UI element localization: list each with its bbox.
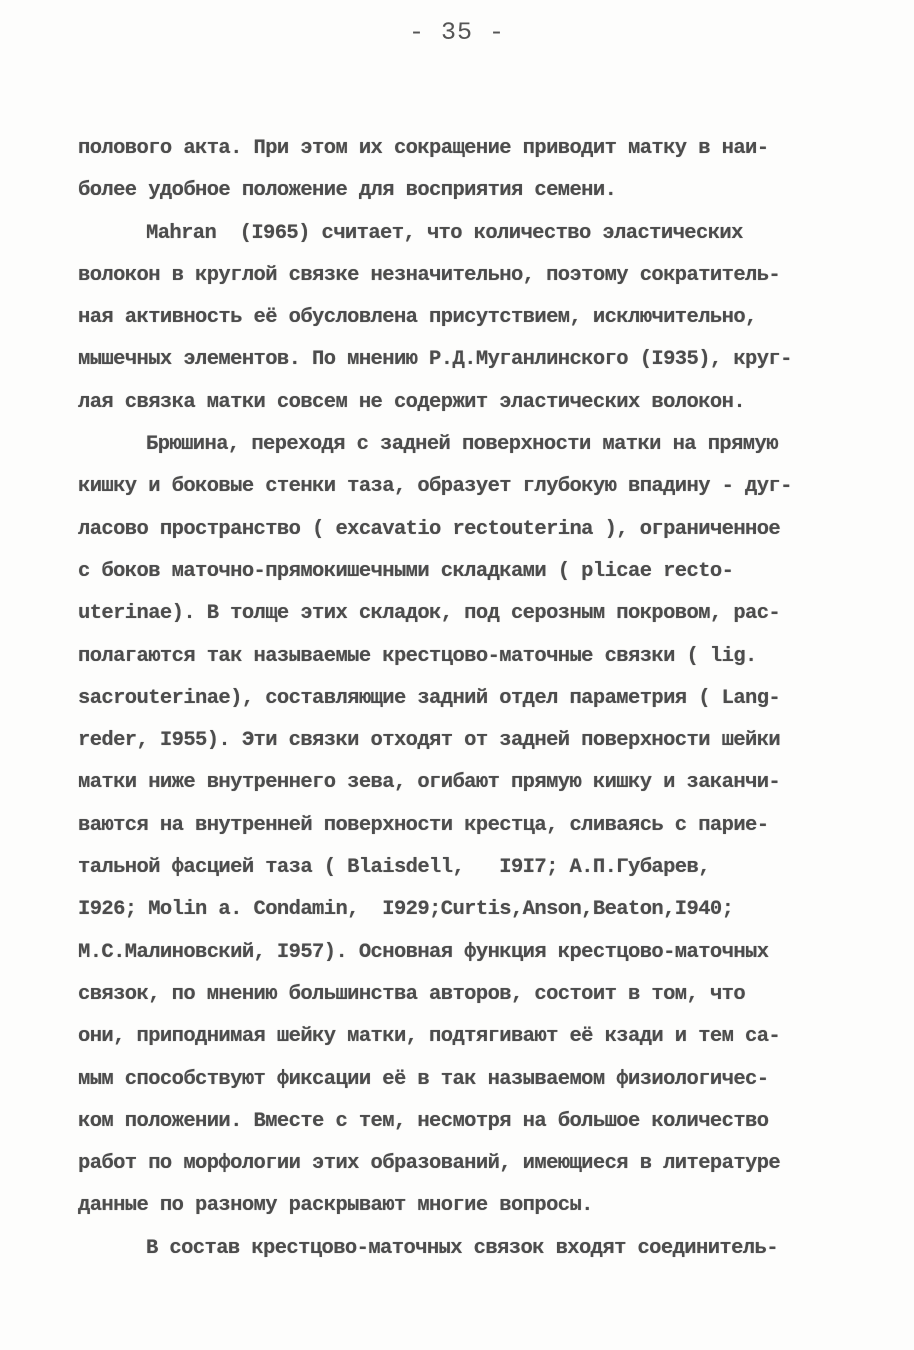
text-line-19: I926; Molin a. Condamin, I929;Curtis,Anson,Beaton,I940; (78, 898, 734, 922)
text-line-24: ком положении. Вместе с тем, несмотря на большое количество (78, 1109, 769, 1133)
text-line-10: ласово пространство ( excavatio rectouterina ), ограниченное (78, 517, 781, 541)
text-line-11: с боков маточно-прямокишечными складками ( plicae recto- (78, 559, 734, 583)
page-number: - 35 - (408, 18, 505, 47)
text-line-18: тальной фасцией таза ( Blaisdell, I9I7; А.П.Губарев, (78, 856, 710, 880)
text-line-20: М.С.Малиновский, I957). Основная функция крестцово-маточных (78, 940, 769, 964)
text-line-25: работ по морфологии этих образований, имеющиеся в литературе (78, 1152, 781, 1176)
text-line-27: В состав крестцово-маточных связок входят соединитель- (146, 1236, 778, 1260)
text-line-8: Брюшина, переходя с задней поверхности матки на прямую (146, 433, 778, 457)
text-line-22: они, приподнимая шейку матки, подтягивают её кзади и тем са- (78, 1025, 781, 1049)
text-line-1: полового акта. При этом их сокращение приводит матку в наи- (78, 137, 769, 160)
body-text (78, 128, 838, 1270)
text-line-4: волокон в круглой связке незначительно, поэтому сократитель- (78, 263, 781, 287)
text-line-17: ваются на внутренней поверхности крестца, сливаясь с парие- (78, 813, 769, 837)
text-line-2: более удобное положение для восприятия семени. (78, 179, 617, 203)
text-line-26: данные по разному раскрывают многие вопросы. (78, 1194, 593, 1218)
text-line-3: Mahran (I965) считает, что количество эластических (146, 221, 743, 245)
text-line-14: sacrouterinae), составляющие задний отдел параметрия ( Lang- (78, 686, 781, 710)
text-line-16: матки ниже внутреннего зева, огибают прямую кишку и заканчи- (78, 771, 781, 795)
text-line-9: кишку и боковые стенки таза, образует глубокую впадину - дуг- (78, 475, 792, 499)
text-line-21: связок, по мнению большинства авторов, состоит в том, что (78, 982, 746, 1006)
text-line-5: ная активность её обусловлена присутствием, исключительно, (78, 306, 757, 330)
text-line-23: мым способствуют фиксации её в так называемом физиологичес- (78, 1067, 769, 1091)
text-line-15: reder, I955). Эти связки отходят от задней поверхности шейки (78, 729, 781, 753)
text-line-12: uterinae). В толще этих складок, под серозным покровом, рас- (78, 602, 781, 626)
text-line-13: полагаются так называемые крестцово-маточные связки ( lig. (78, 644, 757, 668)
text-line-7: лая связка матки совсем не содержит эластических волокон. (78, 390, 746, 414)
text-line-6: мышечных элементов. По мнению Р.Д.Муганлинского (I935), круг- (78, 348, 792, 372)
